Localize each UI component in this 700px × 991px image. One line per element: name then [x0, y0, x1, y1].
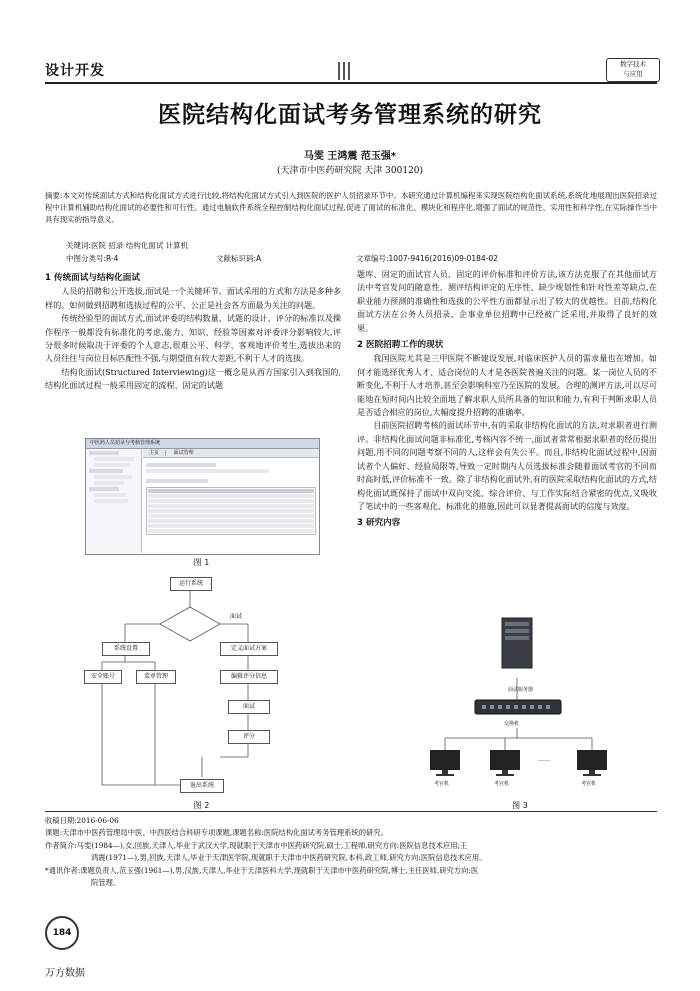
fig1-main-panel	[143, 449, 319, 553]
author-bio-1: 作者简介:马雯(1984—),女,回族,天津人,毕业于武汉大学,现就职于天津市中医药研究院,硕士,工程师,研究方向:医院信息技术应用;王	[45, 840, 468, 850]
header-bars-decoration	[338, 62, 353, 84]
flowchart-lines	[80, 572, 320, 797]
server-label: 面试服务器	[508, 687, 534, 693]
author-bio-2: 鸿震(1971—),男,回族,天津人,毕业于天津医学院,现就职于天津市中医药研究院,本科,政工师,研究方向:医院信息技术应用。	[91, 853, 487, 863]
fig1-window-title: 中医药人员招录与考核管理系统	[86, 439, 319, 449]
footnotes	[45, 815, 657, 889]
flow-decision-label: 面试	[229, 613, 242, 620]
flow-start: 运行系统	[170, 577, 212, 591]
figure-3-network	[420, 610, 620, 795]
paragraph: 目前医院招聘考核的面试环节中,有的采取非结构化面试的方法,对求职者进行测评。非结构化面试问题非标准化,考核内容不统一,面试者常常根据求职者的经历提出问题,用不同的问题考察不同的人,这样会有失公平。而且,非结构化面试过程中,因面试者个人偏好、经验局限等,导致一定时期内人员选拔标准会随着面试考官的不同而时高时低,评价标准不一致。除了非结构化面试外,有的医院采取结构化面试的方式,结构化面试既保持了面试中双向交流、综合评价、与工作实际结合紧密的优点,又吸收了笔试中的一些客观化、标准化的措施,因此可以显著提高面试的信度与效度。	[357, 420, 657, 511]
paragraph: 我国医院尤其是三甲医院不断建设发展,对临床医护人员的需求量也在增加。如何才能选择优秀人才、适合岗位的人才是各医院普遍关注的问题。某一岗位人员的不断变化,不利于人才培养,甚至会影响科室乃至医院的发展。合理的测评方法,可以尽可能地在短时间内比较全面地了解求职人员所具备的知识和能力,有利于判断求职人员是否适合相应的岗位,大幅度提升招聘的准确率。	[357, 353, 657, 418]
authors: 马雯 王鸿震 范玉强*	[303, 151, 397, 162]
figure-3-caption: 图 3	[512, 801, 528, 810]
network-diagram	[420, 610, 620, 795]
figure-1-caption: 图 1	[193, 558, 210, 567]
corresponding-author-2: 院管理。	[91, 878, 121, 888]
footnote-rule	[45, 811, 657, 812]
flow-system-settings: 系统设置	[102, 642, 150, 656]
clc-number: 中图分类号:R-4	[66, 254, 119, 263]
page-number-badge: 184	[45, 916, 79, 950]
section-label: 设计开发	[45, 63, 105, 79]
flow-interview: 面试	[228, 700, 270, 714]
affiliation: (天津市中医药研究院 天津 300120)	[276, 166, 424, 176]
monitor-icon	[430, 750, 460, 776]
header-rule	[45, 82, 657, 84]
figure-2-caption: 图 2	[193, 801, 210, 810]
paper-title: 医院结构化面试考务管理系统的研究	[158, 101, 542, 128]
paragraph: 人员的招聘和公开选拔,面试是一个关键环节。面试采用的方式和方法是多种多样的。如何做到招聘和选拔过程的公平、公正是社会各方面最为关注的问题。	[45, 286, 341, 310]
journal-badge-bottom: 与应用	[623, 70, 643, 78]
section-heading-1: 1 传统面试与结构化面试	[45, 273, 140, 283]
section-heading-2: 2 医院招聘工作的现状	[357, 340, 444, 351]
monitor-icon	[490, 750, 520, 776]
keywords: 关键词:医院 招录 结构化面试 计算机	[66, 241, 189, 250]
paragraph: 结构化面试(Structured Interviewing)这一概念是从西方国家引入到我国的,结构化面试过程一般采用固定的流程、固定的试题	[45, 366, 341, 391]
project-note: 课题:天津市中医药管理局中医、中西医结合科研专项课题,课题名称:医院结构化面试考务管理系统的研究。	[45, 828, 388, 838]
received-date: 收稿日期:2016-06-06	[45, 816, 119, 825]
computer-label: 考官机	[581, 781, 597, 787]
journal-badge	[606, 58, 660, 82]
flow-edit-scoring: 编辑评分信息	[220, 670, 278, 684]
corresponding-author-1: *通讯作者:课题负责人,范玉强(1961—),男,汉族,天津人,毕业于天津医科大学,现就职于天津市中医药研究院,博士,主任医师,研究方向:医	[45, 865, 479, 875]
article-number: 文章编号:1007-9416(2016)09-0184-02	[356, 254, 498, 263]
footer-brand: 万方数据	[45, 968, 85, 979]
section-heading-3: 3 研究内容	[357, 518, 401, 529]
paragraph: 传统经验型的面试方式,面试评委的结构数量、试题的设计、评分的标准以及操作程序一般都没有标准化的考虑,能力、知识、经验等因素对评委评分影响较大,评分很多时候取决于评委的个人意志,很难公平、科学、客观地评价考生,选拔出来的人员往往与岗位目标匹配性不强,与期望值有较大差距,不利于人才的选拔。	[45, 313, 341, 364]
fig1-tree-panel	[86, 449, 142, 553]
switch-label: 交换机	[504, 721, 520, 727]
flow-exit: 退出系统	[180, 779, 224, 793]
figure-1-screenshot	[85, 438, 320, 555]
flow-security-account: 安全账号	[84, 670, 122, 684]
computer-label: 考官机	[434, 781, 450, 787]
flow-define-scheme: 定义面试方案	[220, 642, 278, 656]
fig1-tab-home: 主页	[143, 450, 166, 456]
computer-label: 考官机	[494, 781, 510, 787]
flow-menu-management: 菜单管理	[136, 670, 176, 684]
figure-2-flowchart	[80, 572, 320, 797]
monitor-icon	[577, 750, 607, 776]
flow-scoring: 评分	[228, 730, 270, 744]
left-column	[45, 272, 341, 393]
paragraph: 题库、固定的面试官人员、固定的评价标准和评价方法,该方法克服了在其他面试方法中考官发问的随意性、测评结构评定的无序性、缺少规划性和针对性差等缺点,在职业能力预测的准确性和选拔的公平性方面都显示出了较大的优越性。目前,结构化面试方法在公务人员招录、企事业单位招聘中已经被广泛采用,并取得了良好的效果。	[357, 269, 657, 333]
right-column	[357, 268, 657, 531]
ellipsis: ……	[538, 756, 550, 763]
abstract: 摘要:本文对传统面试方式和结构化面试方式进行比较,将结构化面试方式引入到医院的医护人员招录环节中。本研究通过计算机编程来实现医院结构化面试系统,系统化地展现出医院招录过程中计算机辅助结构化面试的必要性和可行性。通过电脑软件系统全程控制结构化面试过程,促进了面试的标准化、模块化和程序化,增强了面试的规范性、实用性和科学性,在实际操作当中具有现实的指导意义。	[45, 191, 657, 224]
journal-badge-top: 数字技术	[620, 60, 646, 68]
document-code: 文献标识码:A	[216, 254, 262, 263]
fig1-tab-interview: 面试管理	[173, 450, 194, 456]
